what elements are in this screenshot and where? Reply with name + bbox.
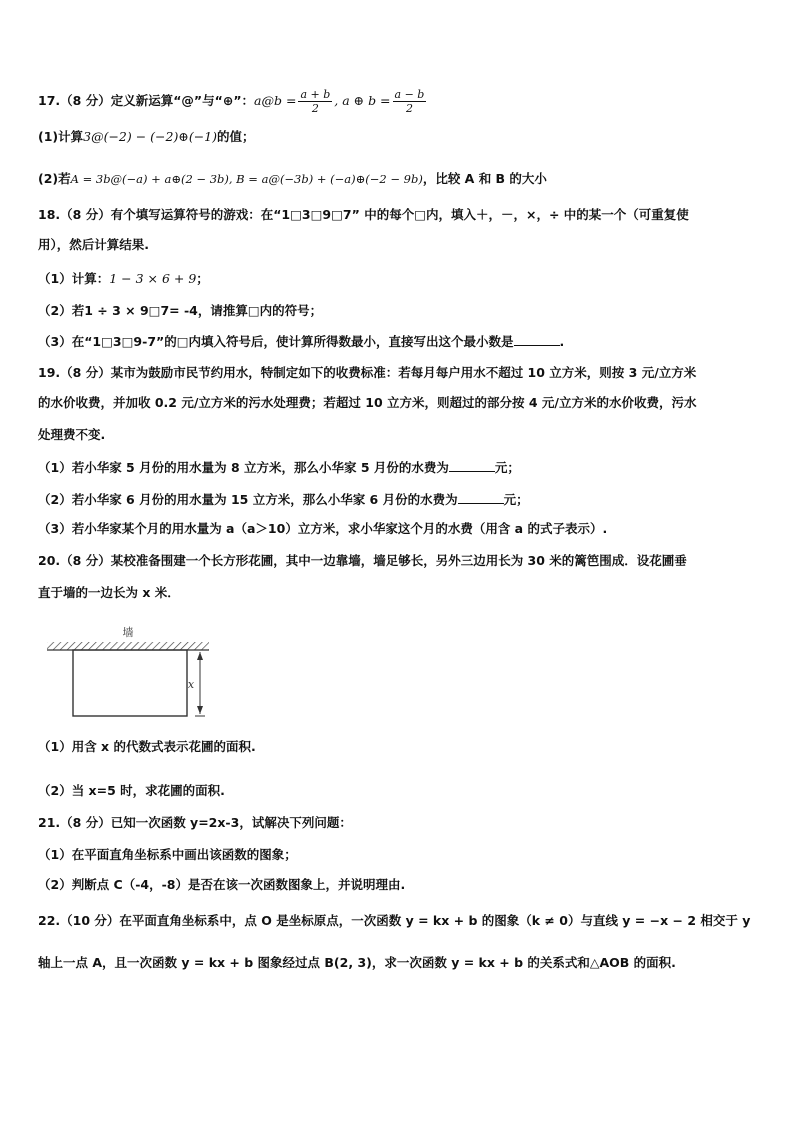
- q17-p1-tail: 的值；: [217, 129, 255, 144]
- q17-part2: [38, 170, 547, 188]
- q17-p2-expr: A = 3b@(−a) + a⊕(2 − 3b), B = a@(−3b) + (−a)⊕(−2 − 9b): [70, 172, 423, 186]
- q19-p2-answer-blank[interactable]: [458, 490, 504, 504]
- q17-def-b: , a ⊕ b =: [334, 93, 391, 108]
- q17-p2-label: (2)若: [38, 171, 71, 186]
- q17-frac2-numerator: a − b: [394, 88, 425, 101]
- q17-def-a: a@b =: [254, 93, 297, 108]
- q18-p1-expr: 1 − 3 × 6 + 9: [109, 271, 197, 286]
- q17-fraction-2: [393, 88, 427, 115]
- q21-line1: 21.（8 分）已知一次函数 y=2x-3，试解决下列问题：: [38, 815, 352, 830]
- q18-p3-text: （3）在“1□3□9-7”的□内填入符号后，使计算所得数最小，直接写出这个最小数是: [38, 334, 514, 349]
- q19-line3: 处理费不变.: [38, 427, 106, 442]
- q20-garden-diagram: [45, 622, 215, 722]
- q20-line1: 20.（8 分）某校准备围建一个长方形花圃，其中一边靠墙，墙足够长，另外三边用长为 30 米的篱笆围成．设花圃垂: [38, 553, 687, 568]
- q17-p1-label: (1)计算: [38, 129, 84, 144]
- q19-part2: [38, 490, 529, 509]
- q18-p1-tail: ；: [196, 271, 209, 286]
- q18-part2: （2）若1 ÷ 3 × 9□7= -4，请推算□内的符号；: [38, 303, 323, 318]
- wall-hatching: [47, 642, 209, 650]
- q18-p1-label: （1）计算：: [38, 271, 110, 286]
- q18-part1: [38, 270, 209, 288]
- q21-part2: （2）判断点 C（-4，-8）是否在该一次函数图象上，并说明理由.: [38, 877, 406, 892]
- q20-part1: （1）用含 x 的代数式表示花圃的面积.: [38, 739, 256, 754]
- dimension-arrow-up: [197, 652, 203, 660]
- q20-part2: （2）当 x=5 时，求花圃的面积.: [38, 783, 225, 798]
- garden-rectangle: [73, 650, 187, 716]
- q19-p1-text: （1）若小华家 5 月份的用水量为 8 立方米，那么小华家 5 月份的水费为: [38, 460, 449, 475]
- q18-p3-answer-blank[interactable]: [514, 332, 560, 346]
- q19-line2: 的水价收费，并加收 0.2 元/立方米的污水处理费；若超过 10 立方米，则超过的部分按 4 元/立方米的水价收费，污水: [38, 395, 697, 410]
- q19-p1-answer-blank[interactable]: [449, 458, 495, 472]
- q19-p2-text: （2）若小华家 6 月份的用水量为 15 立方米，那么小华家 6 月份的水费为: [38, 492, 458, 507]
- q17-frac1-numerator: a + b: [300, 88, 331, 101]
- q17-part1: [38, 128, 255, 146]
- q17-fraction-1: [298, 88, 332, 115]
- q19-p2-tail: 元；: [503, 492, 529, 507]
- q18-line2: 用），然后计算结果.: [38, 237, 149, 252]
- q17-p1-expr: 3@(−2) − (−2)⊕(−1): [83, 129, 218, 144]
- q20-garden-figure: [45, 622, 215, 722]
- q17-head: 17.（8 分）定义新运算“@”与“⊕”：: [38, 93, 255, 108]
- q17-frac1-denominator: 2: [311, 102, 319, 115]
- q20-line2: 直于墙的一边长为 x 米．: [38, 585, 180, 600]
- q19-line1: 19.（8 分）某市为鼓励市民节约用水，特制定如下的收费标准：若每月每户用水不超过 10 立方米，则按 3 元/立方米: [38, 365, 697, 380]
- wall-label: 墙: [122, 626, 134, 639]
- q22-line1: 22.（10 分）在平面直角坐标系中，点 O 是坐标原点，一次函数 y = kx + b 的图象（k ≠ 0）与直线 y = −x − 2 相交于 y: [38, 913, 751, 928]
- q18-p3-tail: .: [559, 334, 565, 349]
- dimension-arrow-down: [197, 706, 203, 714]
- q18-line1: 18.（8 分）有个填写运算符号的游戏：在“1□3□9□7” 中的每个□内，填入＋，－，×，÷ 中的某一个（可重复使: [38, 207, 689, 222]
- q17-title-line: [38, 88, 428, 115]
- q17-frac2-denominator: 2: [405, 102, 413, 115]
- q19-part1: [38, 458, 520, 477]
- q22-line2: 轴上一点 A，且一次函数 y = kx + b 图象经过点 B(2, 3)，求一次函数 y = kx + b 的关系式和△AOB 的面积.: [38, 955, 676, 970]
- q17-p2-tail: ，比较 A 和 B 的大小: [422, 171, 547, 186]
- q19-p1-tail: 元；: [494, 460, 520, 475]
- side-x-label: x: [187, 678, 195, 691]
- q19-part3: （3）若小华家某个月的用水量为 a（a＞10）立方米，求小华家这个月的水费（用含 a 的式子表示）.: [38, 521, 608, 536]
- q21-part1: （1）在平面直角坐标系中画出该函数的图象；: [38, 847, 297, 862]
- q18-part3: [38, 332, 564, 351]
